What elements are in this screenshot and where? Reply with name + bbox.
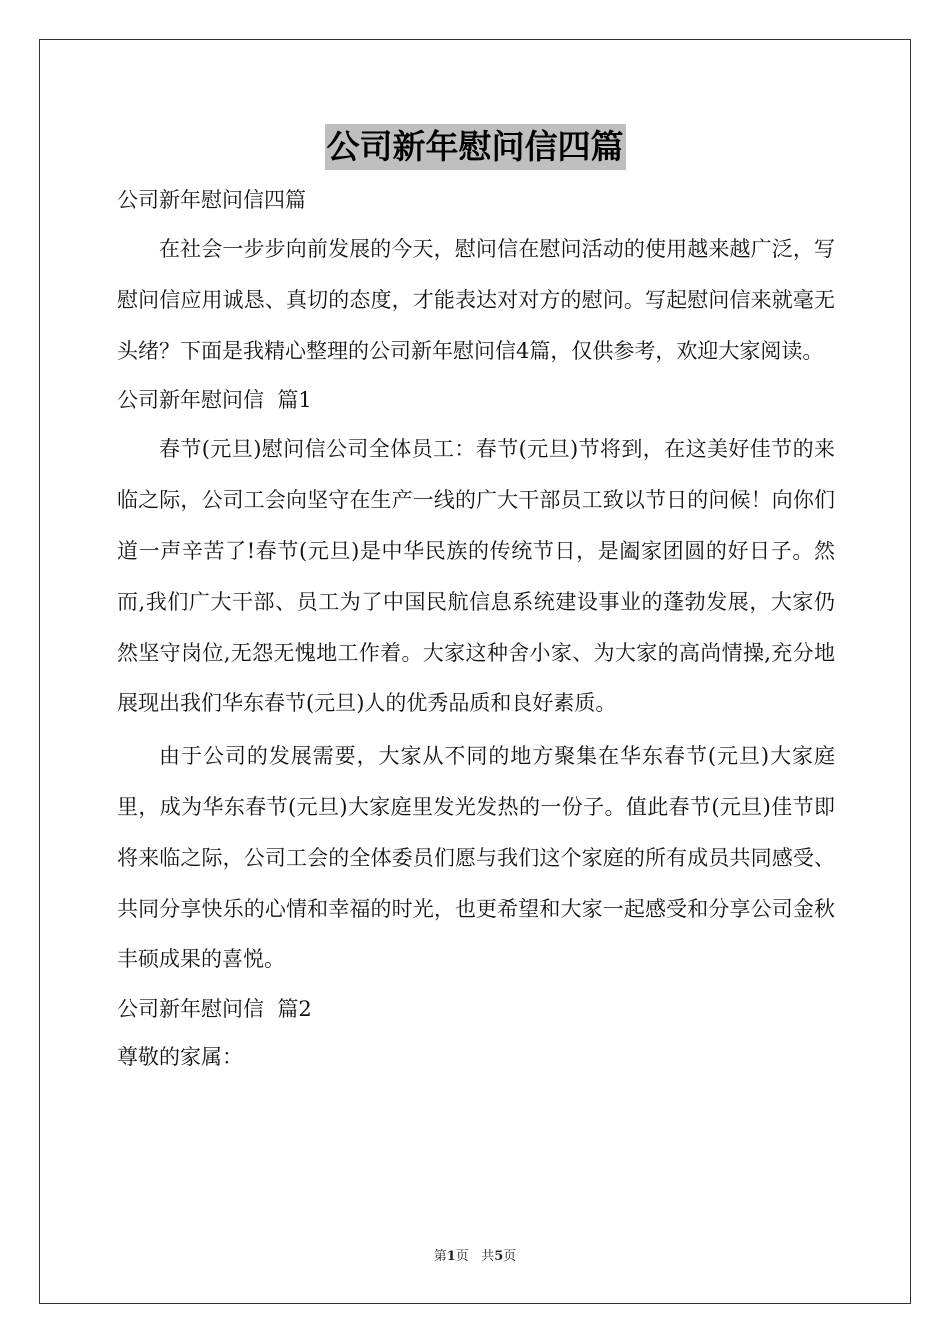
section-1-paragraph-2: 由于公司的发展需要，大家从不同的地方聚集在华东春节(元旦)大家庭里，成为华东春节(元旦)大家庭里发光发热的一份子。值此春节(元旦)佳节即将来临之际，公司工会的全体委员们愿与我们这个家庭的所有成员共同感受、共同分享快乐的心情和幸福的时光，也更希望和大家一起感受和分享公司金秋丰硕成果的喜悦。 [117, 744, 835, 972]
total-prefix: 共 [481, 1249, 495, 1264]
document-subtitle: 公司新年慰问信四篇 [117, 188, 306, 212]
page-footer [0, 1248, 950, 1266]
total-suffix: 页 [503, 1249, 517, 1264]
page-suffix: 页 [455, 1249, 469, 1264]
page-number: 1 [446, 1249, 456, 1264]
title-area [0, 124, 950, 170]
page-prefix: 第 [433, 1249, 447, 1264]
section-1-heading: 公司新年慰问信 篇1 [117, 388, 312, 413]
intro-paragraph: 在社会一步步向前发展的今天，慰问信在慰问活动的使用越来越广泛，写慰问信应用诚恳、真切的态度，才能表达对对方的慰问。写起慰问信来就毫无头绪？下面是我精心整理的公司新年慰问信4篇，仅供参考，欢迎大家阅读。 [117, 237, 835, 363]
document-title: 公司新年慰问信四篇 [325, 124, 626, 170]
total-pages: 5 [494, 1249, 504, 1264]
section-2-heading: 公司新年慰问信 篇2 [117, 997, 312, 1022]
section-1-paragraph-1: 春节(元旦)慰问信公司全体员工：春节(元旦)节将到，在这美好佳节的来临之际，公司工会向坚守在生产一线的广大干部员工致以节日的问候！向你们道一声辛苦了!春节(元旦)是中华民族的传统节日，是阖家团圆的好日子。然而,我们广大干部、员工为了中国民航信息系统建设事业的蓬勃发展，大家仍然坚守岗位,无怨无愧地工作着。大家这种舍小家、为大家的高尚情操,充分地展现出我们华东春节(元旦)人的优秀品质和良好素质。 [117, 437, 835, 716]
salutation: 尊敬的家属： [117, 1045, 243, 1070]
document-body [117, 176, 835, 1081]
